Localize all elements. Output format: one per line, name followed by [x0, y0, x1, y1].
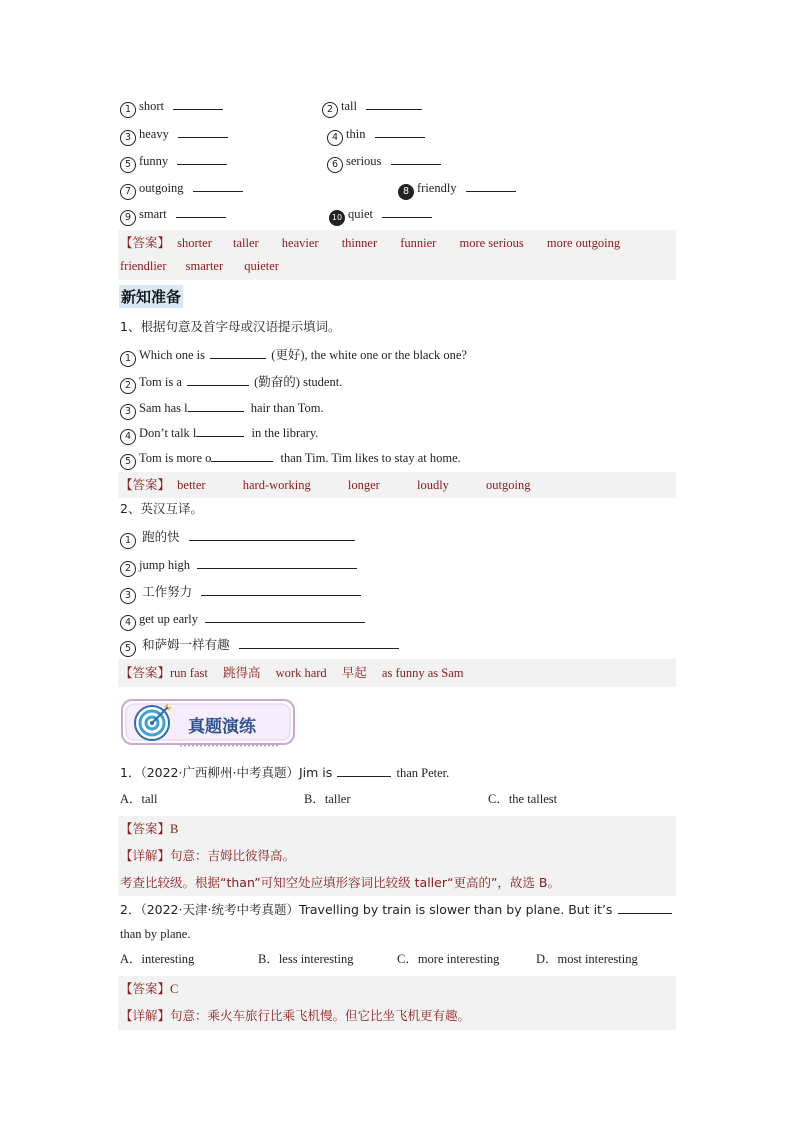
question-stem-end: than Peter. [396, 766, 450, 780]
answer-blank[interactable] [337, 764, 391, 777]
translate-item-4 [120, 610, 365, 631]
vocab-item-5 [120, 152, 227, 173]
answer-blank[interactable] [177, 152, 227, 165]
answer-word: taller [232, 236, 259, 250]
answer-word: shorter [177, 236, 212, 250]
q2-answer-box [118, 659, 676, 687]
vocab-word: smart [139, 207, 167, 221]
circled-number: 10 [329, 210, 345, 226]
circled-number: 3 [120, 404, 136, 420]
answer-blank[interactable] [178, 125, 228, 138]
circled-number: 5 [120, 454, 136, 470]
answer-word: outgoing [486, 478, 531, 492]
sentence-end: (更好), the white one or the black one? [271, 348, 467, 362]
answer-label: 【答案】 [120, 477, 171, 492]
vocab-item-7 [120, 179, 243, 200]
circled-number: 2 [120, 378, 136, 394]
vocab-item-4 [327, 125, 425, 146]
answer-label: 【答案】 [120, 981, 171, 996]
answer-label: 【答案】 [120, 821, 171, 836]
vocab-word: funny [139, 154, 169, 168]
circled-number: 4 [120, 615, 136, 631]
answer-blank[interactable] [239, 636, 399, 649]
detail-label: 【详解】 [120, 1008, 171, 1023]
sentence-start: Sam has l [139, 401, 188, 415]
answer-word: quieter [244, 259, 279, 273]
fill-item-1 [120, 346, 467, 367]
translate-item-2 [120, 556, 357, 577]
circled-number: 2 [120, 561, 136, 577]
question-title: 2、英汉互译。 [120, 501, 203, 516]
circled-number: 4 [327, 130, 343, 146]
vocab-item-9 [120, 205, 226, 226]
vocab-item-2 [322, 97, 422, 118]
translate-item-3 [120, 583, 361, 604]
sentence-end: in the library. [251, 426, 319, 440]
exam-question-2 [120, 901, 672, 918]
circled-number: 3 [120, 130, 136, 146]
answer-blank[interactable] [366, 97, 422, 110]
answer-word: friendlier [120, 259, 167, 273]
option-d[interactable]: D．most interesting [536, 952, 638, 966]
answer-word: better [177, 478, 206, 492]
question-stem-line2: than by plane. [120, 927, 191, 941]
answer-blank[interactable] [193, 179, 243, 192]
circled-number: 1 [120, 351, 136, 367]
answer-word: work hard [275, 666, 327, 680]
sentence-start: Tom is a [139, 375, 182, 389]
exam-section-banner [120, 698, 298, 750]
vocab-word: thin [346, 127, 366, 141]
q1-answer-box [118, 472, 676, 498]
answer-blank[interactable] [391, 152, 441, 165]
answer-blank[interactable] [187, 373, 249, 386]
answer-value: C [170, 982, 179, 996]
vocab-item-6 [327, 152, 441, 173]
vocab-word: quiet [348, 207, 373, 221]
sentence-start: Which one is [139, 348, 205, 362]
option-a[interactable]: A．interesting [120, 952, 195, 966]
answer-blank[interactable] [173, 97, 223, 110]
fill-item-4 [120, 424, 318, 445]
option-c[interactable]: C．more interesting [397, 952, 500, 966]
sentence-start: Don’t talk l [139, 426, 197, 440]
exam-question-1 [120, 764, 449, 781]
answer-blank[interactable] [201, 583, 361, 596]
translate-text: jump high [139, 558, 191, 572]
answer-word: more serious [459, 236, 524, 250]
answer-word: run fast [170, 666, 208, 680]
option-a[interactable]: A．tall [120, 792, 158, 806]
circled-number: 5 [120, 641, 136, 657]
answer-word: thinner [341, 236, 378, 250]
translate-text: 工作努力 [142, 584, 193, 599]
vocab-item-10 [329, 205, 432, 226]
answer-word: smarter [185, 259, 224, 273]
vocab-word: friendly [417, 181, 457, 195]
circled-number: 8 [398, 184, 414, 200]
answer-word: heavier [281, 236, 319, 250]
sentence-start: Tom is more o [139, 451, 212, 465]
vocab-item-8 [398, 179, 516, 200]
circled-number: 7 [120, 184, 136, 200]
circled-number: 1 [120, 102, 136, 118]
circled-number: 4 [120, 429, 136, 445]
translate-item-1 [120, 528, 355, 549]
detail-text: 句意：乘火车旅行比乘飞机慢。但它比坐飞机更有趣。 [170, 1008, 471, 1023]
answer-word: as funny as Sam [381, 666, 464, 680]
answer-value: B [170, 822, 179, 836]
vocab-answer-box [118, 230, 676, 280]
translate-text: get up early [139, 612, 199, 626]
sentence-end: (勤奋的) student. [254, 375, 343, 389]
question-stem: 1．（2022·广西柳州·中考真题）Jim is [120, 765, 333, 780]
answer-blank[interactable] [176, 205, 226, 218]
answer-word: more outgoing [546, 236, 621, 250]
sentence-end: hair than Tom. [250, 401, 324, 415]
answer-word: longer [347, 478, 380, 492]
option-b[interactable]: B．less interesting [258, 952, 354, 966]
circled-number: 2 [322, 102, 338, 118]
circled-number: 9 [120, 210, 136, 226]
answer-blank[interactable] [210, 346, 266, 359]
translate-text: 跑的快 [142, 529, 180, 544]
translate-text: 和萨姆一样有趣 [142, 637, 230, 652]
banner-title: 真题演练 [188, 717, 256, 737]
fill-item-3 [120, 399, 324, 420]
vocab-word: heavy [139, 127, 169, 141]
q2-explanation-box [118, 976, 676, 1030]
answer-blank[interactable] [618, 901, 672, 914]
option-c[interactable]: C．the tallest [488, 792, 558, 806]
question-stem: 2．（2022·天津·统考中考真题）Travelling by train is slower than by plane. But it’s [120, 902, 613, 917]
answer-word: funnier [400, 236, 437, 250]
answer-blank[interactable] [197, 556, 357, 569]
fill-item-2 [120, 373, 342, 394]
vocab-word: tall [341, 99, 357, 113]
answer-blank[interactable] [466, 179, 516, 192]
vocab-word: outgoing [139, 181, 184, 195]
answer-blank[interactable] [188, 399, 244, 412]
answer-word: 跳得高 [222, 665, 261, 680]
answer-word: hard-working [242, 478, 311, 492]
detail-text: 考查比较级。根据“than”可知空处应填形容词比较级 taller“更高的”，故选 B。 [120, 875, 560, 890]
answer-blank[interactable] [382, 205, 432, 218]
circled-number: 6 [327, 157, 343, 173]
answer-label: 【答案】 [120, 665, 171, 680]
sentence-end: than Tim. Tim likes to stay at home. [280, 451, 461, 465]
answer-blank[interactable] [189, 528, 355, 541]
answer-blank[interactable] [205, 610, 365, 623]
vocab-word: short [139, 99, 164, 113]
circled-number: 5 [120, 157, 136, 173]
vocab-word: serious [346, 154, 382, 168]
translate-item-5 [120, 636, 399, 657]
question-title: 1、根据句意及首字母或汉语提示填词。 [120, 319, 341, 334]
section-heading: 新知准备 [119, 285, 183, 308]
vocab-item-3 [120, 125, 228, 146]
vocab-item-1 [120, 97, 223, 118]
detail-label: 【详解】 [120, 848, 171, 863]
detail-text: 句意：吉姆比彼得高。 [170, 848, 296, 863]
circled-number: 1 [120, 533, 136, 549]
q1-explanation-box [118, 816, 676, 896]
fill-item-5 [120, 449, 461, 470]
answer-word: 早起 [341, 665, 367, 680]
answer-blank[interactable] [375, 125, 425, 138]
answer-word: loudly [416, 478, 449, 492]
option-b[interactable]: B．taller [304, 792, 351, 806]
answer-label: 【答案】 [120, 235, 171, 250]
answer-blank[interactable] [211, 449, 273, 462]
answer-blank[interactable] [196, 424, 244, 437]
circled-number: 3 [120, 588, 136, 604]
